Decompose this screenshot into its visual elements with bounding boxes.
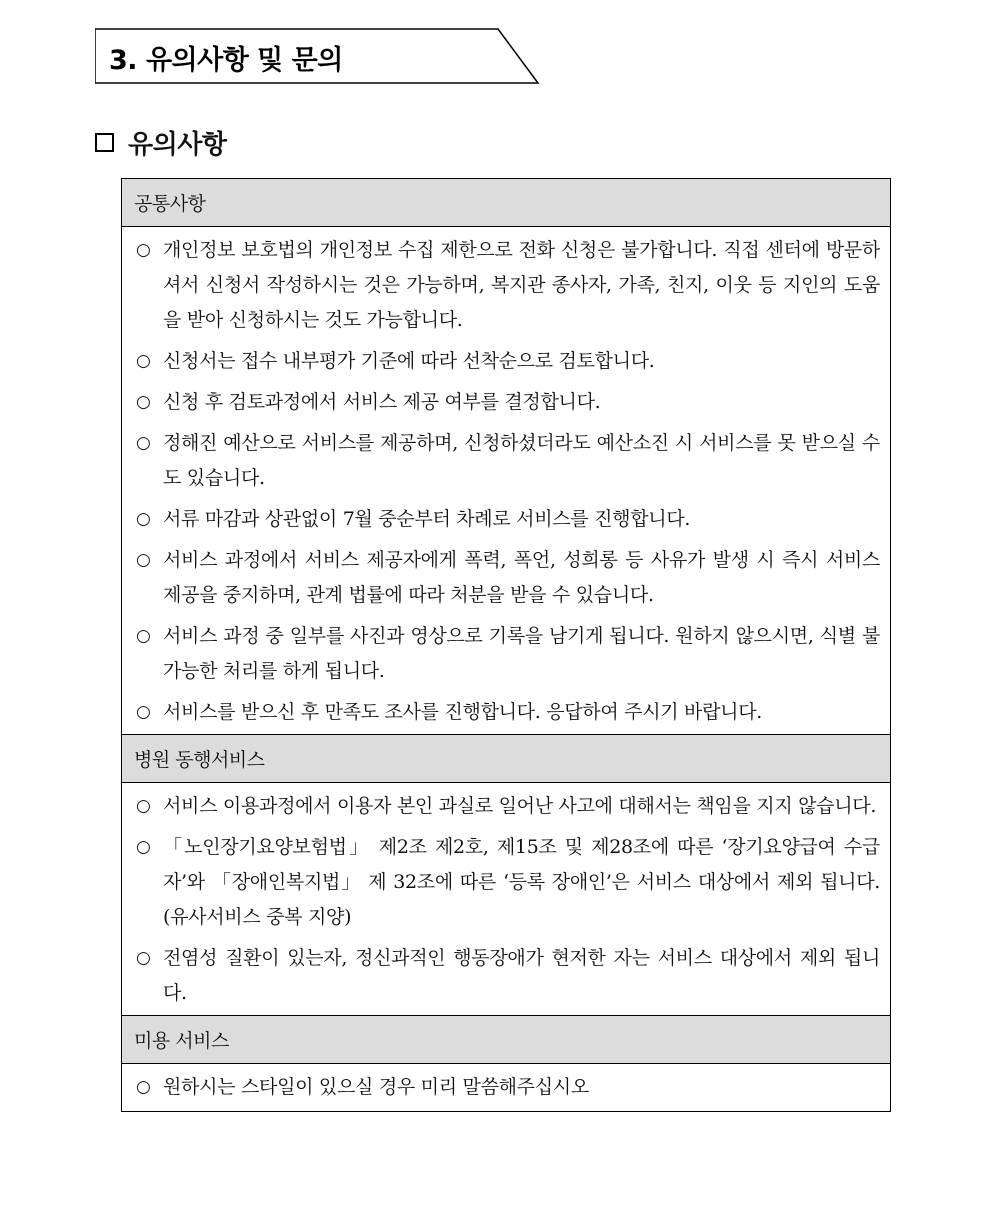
category-body-beauty	[122, 1064, 890, 1111]
list-item: ○ 서비스 과정에서 서비스 제공자에게 폭력, 폭언, 성희롱 등 사유가 발생 시 즉시 서비스 제공을 중지하며, 관계 법률에 따라 처분을 받을 수 있습니다.	[132, 543, 880, 613]
circle-bullet-icon: ○	[136, 796, 151, 816]
circle-bullet-icon: ○	[136, 948, 151, 968]
list-item: ○ 신청 후 검토과정에서 서비스 제공 여부를 결정합니다.	[132, 385, 880, 420]
category-body-hospital	[122, 783, 890, 1016]
list-item: ○ 신청서는 접수 내부평가 기준에 따라 선착순으로 검토합니다.	[132, 344, 880, 379]
section-banner	[95, 28, 540, 84]
circle-bullet-icon: ○	[136, 702, 151, 722]
category-body-common	[122, 227, 890, 735]
circle-bullet-icon: ○	[136, 837, 151, 857]
list-item: ○ 원하시는 스타일이 있으실 경우 미리 말씀해주십시오	[132, 1070, 880, 1105]
subsection-heading	[95, 124, 226, 161]
notice-table	[121, 178, 891, 1112]
circle-bullet-icon: ○	[136, 392, 151, 412]
list-item: ○ 「노인장기요양보험법」 제2조 제2호, 제15조 및 제28조에 따른 ‘장기요양급여 수급자’와 「장애인복지법」 제 32조에 따른 ‘등록 장애인’은 서비스 대상에서 제외 됩니다. (유사서비스 중복 지양)	[132, 830, 880, 935]
list-item: ○ 서비스를 받으신 후 만족도 조사를 진행합니다. 응답하여 주시기 바랍니다.	[132, 695, 880, 730]
category-header-hospital: 병원 동행서비스	[122, 735, 890, 783]
list-item: ○ 서비스 이용과정에서 이용자 본인 과실로 일어난 사고에 대해서는 책임을 지지 않습니다.	[132, 789, 880, 824]
circle-bullet-icon: ○	[136, 433, 151, 453]
list-item: ○ 전염성 질환이 있는자, 정신과적인 행동장애가 현저한 자는 서비스 대상에서 제외 됩니다.	[132, 941, 880, 1011]
list-item: ○ 서비스 과정 중 일부를 사진과 영상으로 기록을 남기게 됩니다. 원하지 않으시면, 식별 불가능한 처리를 하게 됩니다.	[132, 619, 880, 689]
subsection-title: 유의사항	[128, 130, 227, 160]
circle-bullet-icon: ○	[136, 351, 151, 371]
category-header-beauty: 미용 서비스	[122, 1016, 890, 1064]
category-header-common: 공통사항	[122, 179, 890, 227]
circle-bullet-icon: ○	[136, 240, 151, 260]
list-item: ○ 개인정보 보호법의 개인정보 수집 제한으로 전화 신청은 불가합니다. 직접 센터에 방문하셔서 신청서 작성하시는 것은 가능하며, 복지관 종사자, 가족, 친지, 이웃 등 지인의 도움을 받아 신청하시는 것도 가능합니다.	[132, 233, 880, 338]
circle-bullet-icon: ○	[136, 1077, 151, 1097]
section-title: 3. 유의사항 및 문의	[109, 45, 343, 76]
circle-bullet-icon: ○	[136, 509, 151, 529]
circle-bullet-icon: ○	[136, 550, 151, 570]
list-item: ○ 서류 마감과 상관없이 7월 중순부터 차례로 서비스를 진행합니다.	[132, 502, 880, 537]
list-item: ○ 정해진 예산으로 서비스를 제공하며, 신청하셨더라도 예산소진 시 서비스를 못 받으실 수도 있습니다.	[132, 426, 880, 496]
checkbox-square-icon	[95, 133, 114, 152]
circle-bullet-icon: ○	[136, 626, 151, 646]
